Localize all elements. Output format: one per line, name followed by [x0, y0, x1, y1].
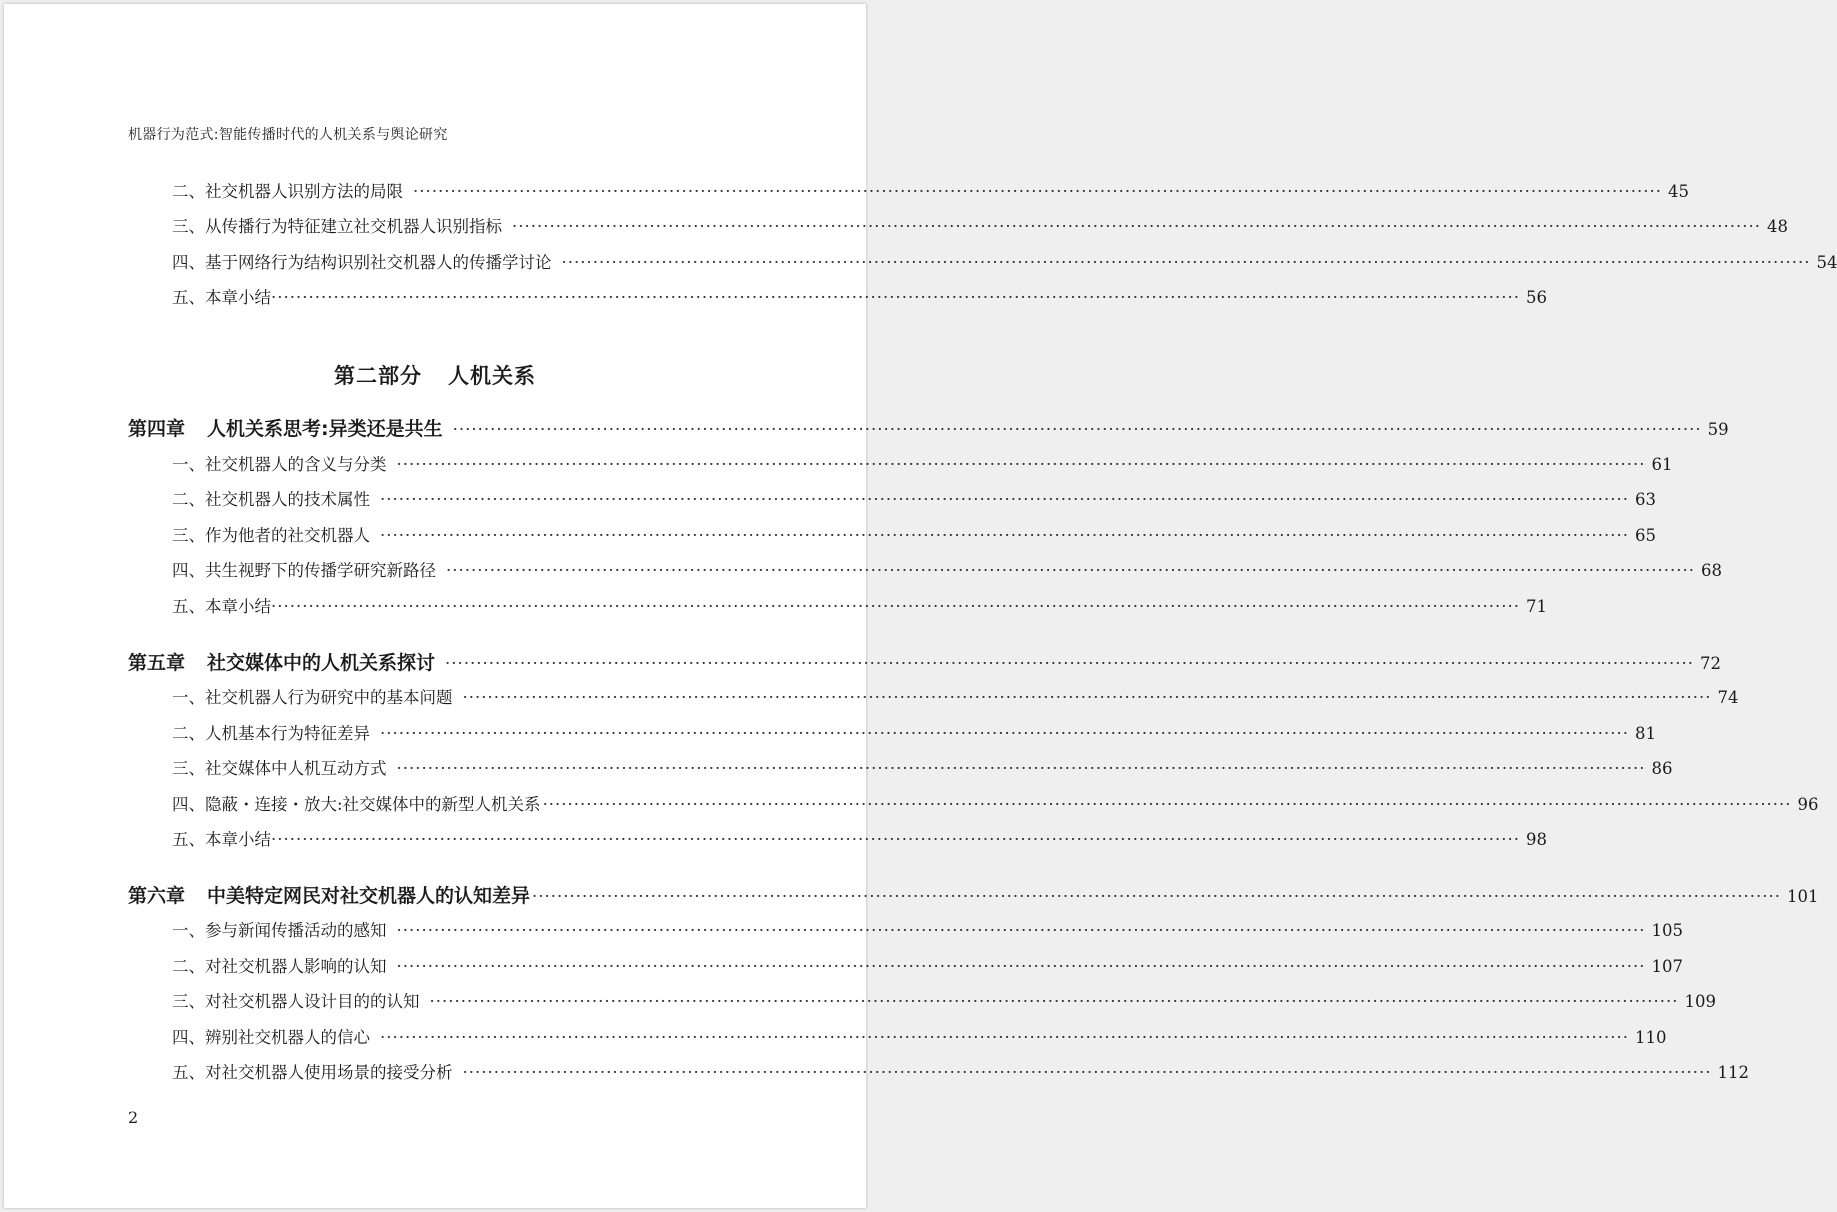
- dot-leader: ········································································································································································································: [445, 654, 1695, 673]
- dot-leader: ········································································································································································································: [396, 759, 1646, 778]
- dot-leader: ········································································································································································································: [396, 957, 1646, 976]
- part-name: 人机关系: [448, 364, 536, 388]
- chapter-title: 人机关系思考:异类还是共生: [207, 418, 443, 440]
- toc-section-label: 四、辨别社交机器人的信心: [172, 1028, 370, 1047]
- dot-leader: ········································································································································································································: [271, 597, 1520, 616]
- dot-leader: ········································································································································································································: [380, 1028, 1629, 1047]
- toc-section-label: 三、社交媒体中人机互动方式: [172, 759, 387, 778]
- toc-page-number: 68: [1700, 561, 1722, 580]
- dot-leader: ········································································································································································································: [446, 561, 1695, 580]
- toc-chapter[interactable]: [128, 648, 1722, 678]
- dot-leader: ········································································································································································································: [396, 921, 1646, 940]
- toc-page-number: 65: [1634, 526, 1656, 545]
- toc-page-number: 54: [1816, 253, 1837, 272]
- part-number: 第二部分: [334, 364, 422, 388]
- dot-leader: ········································································································································································································: [413, 182, 1662, 201]
- toc-section[interactable]: [172, 593, 1547, 623]
- dot-leader: ········································································································································································································: [271, 288, 1520, 307]
- toc-page-number: 96: [1797, 795, 1819, 814]
- toc-section-label: 三、对社交机器人设计目的的认知: [172, 992, 420, 1011]
- toc-section-label: 五、本章小结: [172, 288, 271, 307]
- toc-section[interactable]: [172, 1024, 1667, 1054]
- toc-page-number: 86: [1651, 759, 1673, 778]
- chapter-title: 社交媒体中的人机关系探讨: [207, 652, 436, 674]
- dot-leader: ········································································································································································································: [429, 992, 1679, 1011]
- toc-section[interactable]: [172, 451, 1673, 481]
- toc-section[interactable]: [172, 249, 1837, 279]
- chapter-number: 第六章: [128, 885, 186, 907]
- toc-section[interactable]: [172, 755, 1673, 785]
- toc-section-label: 三、从传播行为特征建立社交机器人识别指标: [172, 217, 502, 236]
- toc-page-number: 72: [1700, 654, 1722, 673]
- toc-page-number: 109: [1684, 992, 1716, 1011]
- toc-chapter[interactable]: [128, 414, 1729, 444]
- toc-section[interactable]: [172, 522, 1656, 552]
- dot-leader: ········································································································································································································: [542, 795, 1792, 814]
- toc-section-label: 一、参与新闻传播活动的感知: [172, 921, 387, 940]
- toc-page-number: 45: [1667, 182, 1689, 201]
- running-head: 机器行为范式:智能传播时代的人机关系与舆论研究: [128, 127, 448, 143]
- dot-leader: ········································································································································································································: [396, 455, 1646, 474]
- toc-page-number: 110: [1634, 1028, 1667, 1047]
- dot-leader: ········································································································································································································: [271, 830, 1520, 849]
- toc-section-label: 二、社交机器人识别方法的局限: [172, 182, 403, 201]
- toc-section[interactable]: [172, 684, 1739, 714]
- toc-page-number: 56: [1525, 288, 1547, 307]
- toc-page-number: 98: [1525, 830, 1547, 849]
- dot-leader: ········································································································································································································: [532, 887, 1782, 906]
- toc-section[interactable]: [172, 826, 1547, 856]
- toc-page-number: 63: [1634, 490, 1656, 509]
- toc-page-number: 81: [1634, 724, 1656, 743]
- toc-section-label: 四、隐蔽・连接・放大:社交媒体中的新型人机关系: [172, 795, 541, 814]
- toc-section-label: 四、共生视野下的传播学研究新路径: [172, 561, 436, 580]
- toc-page-number: 74: [1717, 688, 1739, 707]
- toc-section-label: 二、对社交机器人影响的认知: [172, 957, 387, 976]
- toc-page-number: 101: [1787, 887, 1819, 906]
- toc-section-label: 四、基于网络行为结构识别社交机器人的传播学讨论: [172, 253, 552, 272]
- toc-section-label: 一、社交机器人行为研究中的基本问题: [172, 688, 453, 707]
- page-number: 2: [128, 1108, 139, 1127]
- toc-section[interactable]: [172, 178, 1689, 208]
- toc-page-number: 59: [1707, 420, 1729, 439]
- toc-section-label: 三、作为他者的社交机器人: [172, 526, 370, 545]
- toc-section-label: 五、本章小结: [172, 597, 271, 616]
- dot-leader: ········································································································································································································: [380, 490, 1629, 509]
- toc-section[interactable]: [172, 988, 1716, 1018]
- dot-leader: ········································································································································································································: [380, 724, 1629, 743]
- toc-section-label: 二、社交机器人的技术属性: [172, 490, 370, 509]
- toc-section[interactable]: [172, 557, 1722, 587]
- toc-chapter[interactable]: [128, 881, 1819, 911]
- dot-leader: ········································································································································································································: [462, 688, 1712, 707]
- toc-section-label: 五、本章小结: [172, 830, 271, 849]
- toc-section[interactable]: [172, 213, 1788, 243]
- toc-section[interactable]: [172, 1059, 1749, 1089]
- dot-leader: ········································································································································································································: [561, 253, 1811, 272]
- toc-section-label: 一、社交机器人的含义与分类: [172, 455, 387, 474]
- toc-section-label: 五、对社交机器人使用场景的接受分析: [172, 1063, 453, 1082]
- toc-section[interactable]: [172, 791, 1819, 821]
- dot-leader: ········································································································································································································: [380, 526, 1629, 545]
- dot-leader: ········································································································································································································: [512, 217, 1761, 236]
- toc-section[interactable]: [172, 953, 1683, 983]
- part-title: [4, 360, 866, 390]
- toc-section-label: 二、人机基本行为特征差异: [172, 724, 370, 743]
- toc-section[interactable]: [172, 917, 1683, 947]
- toc-section[interactable]: [172, 284, 1547, 314]
- dot-leader: ········································································································································································································: [452, 420, 1702, 439]
- toc-page-number: 105: [1651, 921, 1683, 940]
- toc-section[interactable]: [172, 486, 1656, 516]
- chapter-title: 中美特定网民对社交机器人的认知差异: [207, 885, 531, 907]
- dot-leader: ········································································································································································································: [462, 1063, 1712, 1082]
- chapter-number: 第五章: [128, 652, 186, 674]
- toc-page-number: 107: [1651, 957, 1683, 976]
- toc-page-number: 71: [1525, 597, 1547, 616]
- chapter-number: 第四章: [128, 418, 186, 440]
- toc-page-number: 112: [1717, 1063, 1749, 1082]
- toc-section[interactable]: [172, 720, 1656, 750]
- book-page: [4, 4, 1837, 1208]
- toc-page-number: 61: [1651, 455, 1673, 474]
- toc-page-number: 48: [1766, 217, 1788, 236]
